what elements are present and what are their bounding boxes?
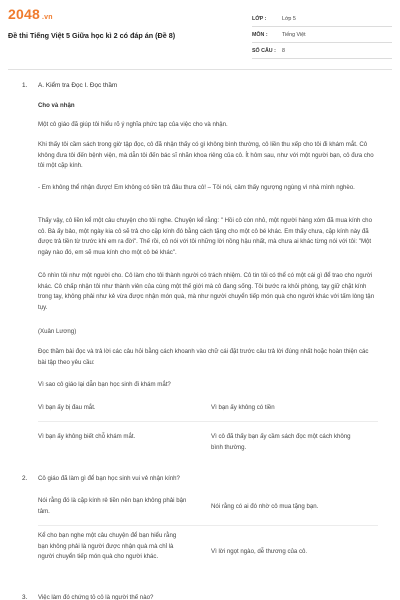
header (0, 0, 400, 66)
question-number: 2. (22, 475, 28, 482)
answer-option[interactable]: Vì bạn ấy bị đau mắt. (38, 404, 96, 411)
answer-option[interactable]: Vì lời ngọt ngào, dễ thương của cô. (211, 548, 308, 555)
answer-option[interactable]: Nói rằng đó là cặp kính rẻ tiền nên bạn không phải bận tâm. (38, 497, 187, 515)
section-heading: A. Kiểm tra Đọc I. Đọc thầm (38, 82, 118, 89)
story-paragraph: Thấy vậy, cô liền kể một câu chuyện cho tôi nghe. Chuyện kể rằng: " Hồi cô còn nhỏ, một người hàng xóm đã mua kính cho cô. Bà ấy bảo, một ngày kia cô sẽ trả cho cặp kính đó bằng cách tặng cho một cô bé khác. Em thấy chưa, cặp kính này đã được trả tiền từ trước khi em ra đời". Thế rồi, cô nói với tôi những lời nồng hậu nhất, mà chưa ai khác từng nói với tôi: "Một ngày nào đó, em sẽ mua kính cho một cô bé khác". (38, 217, 372, 256)
question-number: 3. (22, 594, 28, 600)
meta-label: LỚP : (252, 15, 267, 22)
meta-label: SỐ CÂU : (252, 47, 276, 54)
meta-row-count (252, 43, 392, 59)
question-number: 1. (22, 82, 28, 89)
question-text: Vì sao cô giáo lại dẫn bạn học sinh đi khám mắt? (38, 381, 171, 388)
answer-option[interactable]: Vì bạn ấy không biết chỗ khám mắt. (38, 433, 136, 440)
site-logo[interactable] (8, 6, 53, 22)
logo-text: 2048 (8, 6, 40, 22)
story-paragraph: Khi thấy tôi cầm sách trong giờ tập đọc, cô đã nhận thấy có gì không bình thường, cô liền thu xếp cho tôi đi khám mắt. Cô không đưa tôi đến bệnh viện, mà dẫn tôi đến bác sĩ nhãn khoa riêng của cô. Ít hôm sau, như với một người bạn, cô đưa cho tôi một cặp kính. (38, 141, 374, 169)
answer-option[interactable]: Vì cô đã thấy bạn ấy cầm sách đọc một cách không bình thường. (211, 433, 351, 451)
option-divider (38, 525, 378, 526)
instruction-text: Đọc thầm bài đọc và trả lời các câu hỏi bằng cách khoanh vào chữ cái đặt trước câu trả lời đúng nhất hoặc hoàn thiện các bài tập theo yêu cầu: (38, 348, 369, 366)
header-divider (8, 69, 392, 70)
option-divider (38, 421, 378, 422)
question-text: Việc làm đó chứng tỏ cô là người thế nào? (38, 594, 154, 600)
page-title: Đề thi Tiếng Việt 5 Giữa học kì 2 có đáp án (Đề 8) (8, 31, 176, 40)
answer-option[interactable]: Vì bạn ấy không có tiền (211, 404, 275, 411)
answer-option[interactable]: Kể cho bạn nghe một câu chuyện để bạn hiểu rằng bạn không phải là người được nhận quà mà chỉ là người chuyển tiếp món quà cho người khác. (38, 532, 177, 560)
answer-option[interactable]: Nói rằng có ai đó nhờ cô mua tặng bạn. (211, 503, 319, 510)
story-author: (Xuân Lương) (38, 328, 77, 335)
story-paragraph: Cô nhìn tôi như một người cho. Cô làm cho tôi thành người có trách nhiệm. Cô tin tôi có thể có một cái gì để trao cho người khác. Cô chấp nhận tôi như thành viên của cùng một thế giới mà cô đang sống. Tôi bước ra khỏi phòng, tay giữ chặt kính trong tay, không phải như kẻ vừa được nhận món quà, mà như người chuyển tiếp món quà cho người khác với tấm lòng tận tụy. (38, 272, 375, 311)
meta-value: Lớp 5 (282, 15, 296, 22)
meta-value: Tiếng Việt (282, 31, 306, 38)
meta-row-class (252, 11, 392, 27)
meta-row-subject (252, 27, 392, 43)
meta-table (252, 11, 392, 59)
story-paragraph: Một cô giáo đã giúp tôi hiểu rõ ý nghĩa phức tạp của việc cho và nhận. (38, 121, 228, 128)
question-text: Cô giáo đã làm gì để bạn học sinh vui vẻ nhận kính? (38, 475, 180, 482)
meta-label: MÔN : (252, 31, 268, 38)
meta-value: 8 (282, 47, 285, 54)
story-title: Cho và nhận (38, 102, 75, 109)
story-paragraph: - Em không thể nhận được! Em không có tiền trả đâu thưa cô! – Tôi nói, cảm thấy ngượng ngùng vì nhà mình nghèo. (38, 184, 355, 191)
logo-suffix: .vn (41, 14, 53, 21)
